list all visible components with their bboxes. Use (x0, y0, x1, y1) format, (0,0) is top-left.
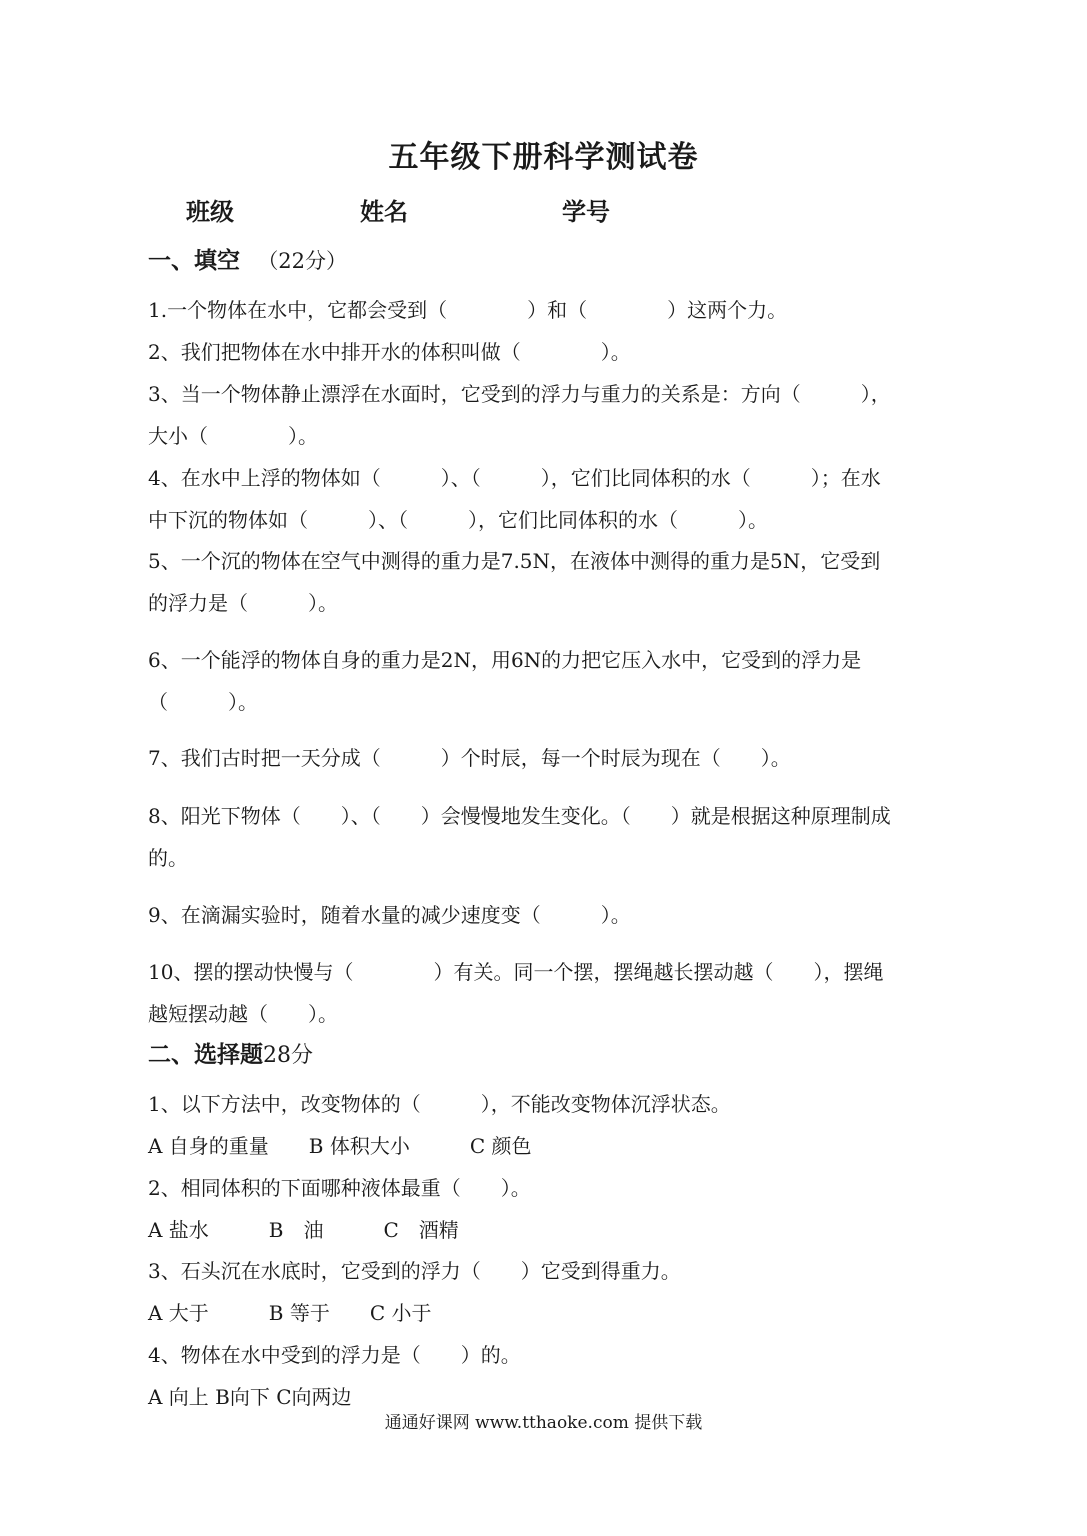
section-1-heading (148, 242, 347, 275)
question-line: 3、当一个物体静止漂浮在水面时，它受到的浮力与重力的关系是：方向（ ）， (148, 382, 891, 406)
option-line: A 大于 B 等于 C 小于 (148, 1301, 432, 1325)
page-title: 五年级下册科学测试卷 (388, 140, 699, 175)
question-line: 大小（ ）。 (148, 424, 318, 448)
question-line: 的浮力是（ ）。 (148, 591, 338, 615)
question-line: 1、以下方法中，改变物体的（ ），不能改变物体沉浮状态。 (148, 1092, 731, 1116)
question-line: 3、石头沉在水底时，它受到的浮力（ ）它受到得重力。 (148, 1259, 681, 1283)
question-line: 中下沉的物体如（ ）、（ ），它们比同体积的水（ ）。 (148, 508, 768, 532)
question-line: 9、在滴漏实验时，随着水量的减少速度变（ ）。 (148, 903, 631, 927)
section-1-score: （22分） (257, 249, 348, 273)
question-line: 8、阳光下物体（ ）、（ ）会慢慢地发生变化。（ ）就是根据这种原理制成 (148, 804, 891, 828)
question-line: 2、相同体积的下面哪种液体最重（ ）。 (148, 1176, 531, 1200)
option-line: A 自身的重量 B 体积大小 C 颜色 (148, 1134, 532, 1158)
question-line: 5、一个沉的物体在空气中测得的重力是7.5N，在液体中测得的重力是5N，它受到 (148, 549, 881, 573)
section-2-heading (148, 1036, 313, 1069)
question-line: 6、一个能浮的物体自身的重力是2N，用6N的力把它压入水中，它受到的浮力是 (148, 648, 862, 672)
name-label: 姓名 (360, 197, 408, 226)
question-line: 4、在水中上浮的物体如（ ）、（ ），它们比同体积的水（ ）；在水 (148, 466, 881, 490)
option-line: A 向上 B向下 C向两边 (148, 1385, 352, 1409)
section-2-title: 二、选择题 (148, 1041, 263, 1068)
question-line: 4、物体在水中受到的浮力是（ ）的。 (148, 1343, 521, 1367)
question-line: 1.一个物体在水中，它都会受到（ ）和（ ）这两个力。 (148, 298, 788, 322)
question-line: 2、我们把物体在水中排开水的体积叫做（ ）。 (148, 340, 631, 364)
question-line: 的。 (148, 846, 188, 870)
student-id-label: 学号 (562, 197, 610, 226)
class-label: 班级 (186, 197, 234, 226)
question-line: （ ）。 (148, 690, 258, 714)
question-line: 7、我们古时把一天分成（ ）个时辰，每一个时辰为现在（ ）。 (148, 746, 791, 770)
question-line: 10、摆的摆动快慢与（ ）有关。同一个摆，摆绳越长摆动越（ ），摆绳 (148, 960, 884, 984)
footer-download-notice: 通通好课网 www.tthaoke.com 提供下载 (384, 1413, 703, 1433)
option-line: A 盐水 B 油 C 酒精 (148, 1218, 459, 1242)
question-line: 越短摆动越（ ）。 (148, 1002, 338, 1026)
section-2-score: 28分 (263, 1043, 313, 1068)
section-1-title: 一、填空 (148, 247, 240, 274)
